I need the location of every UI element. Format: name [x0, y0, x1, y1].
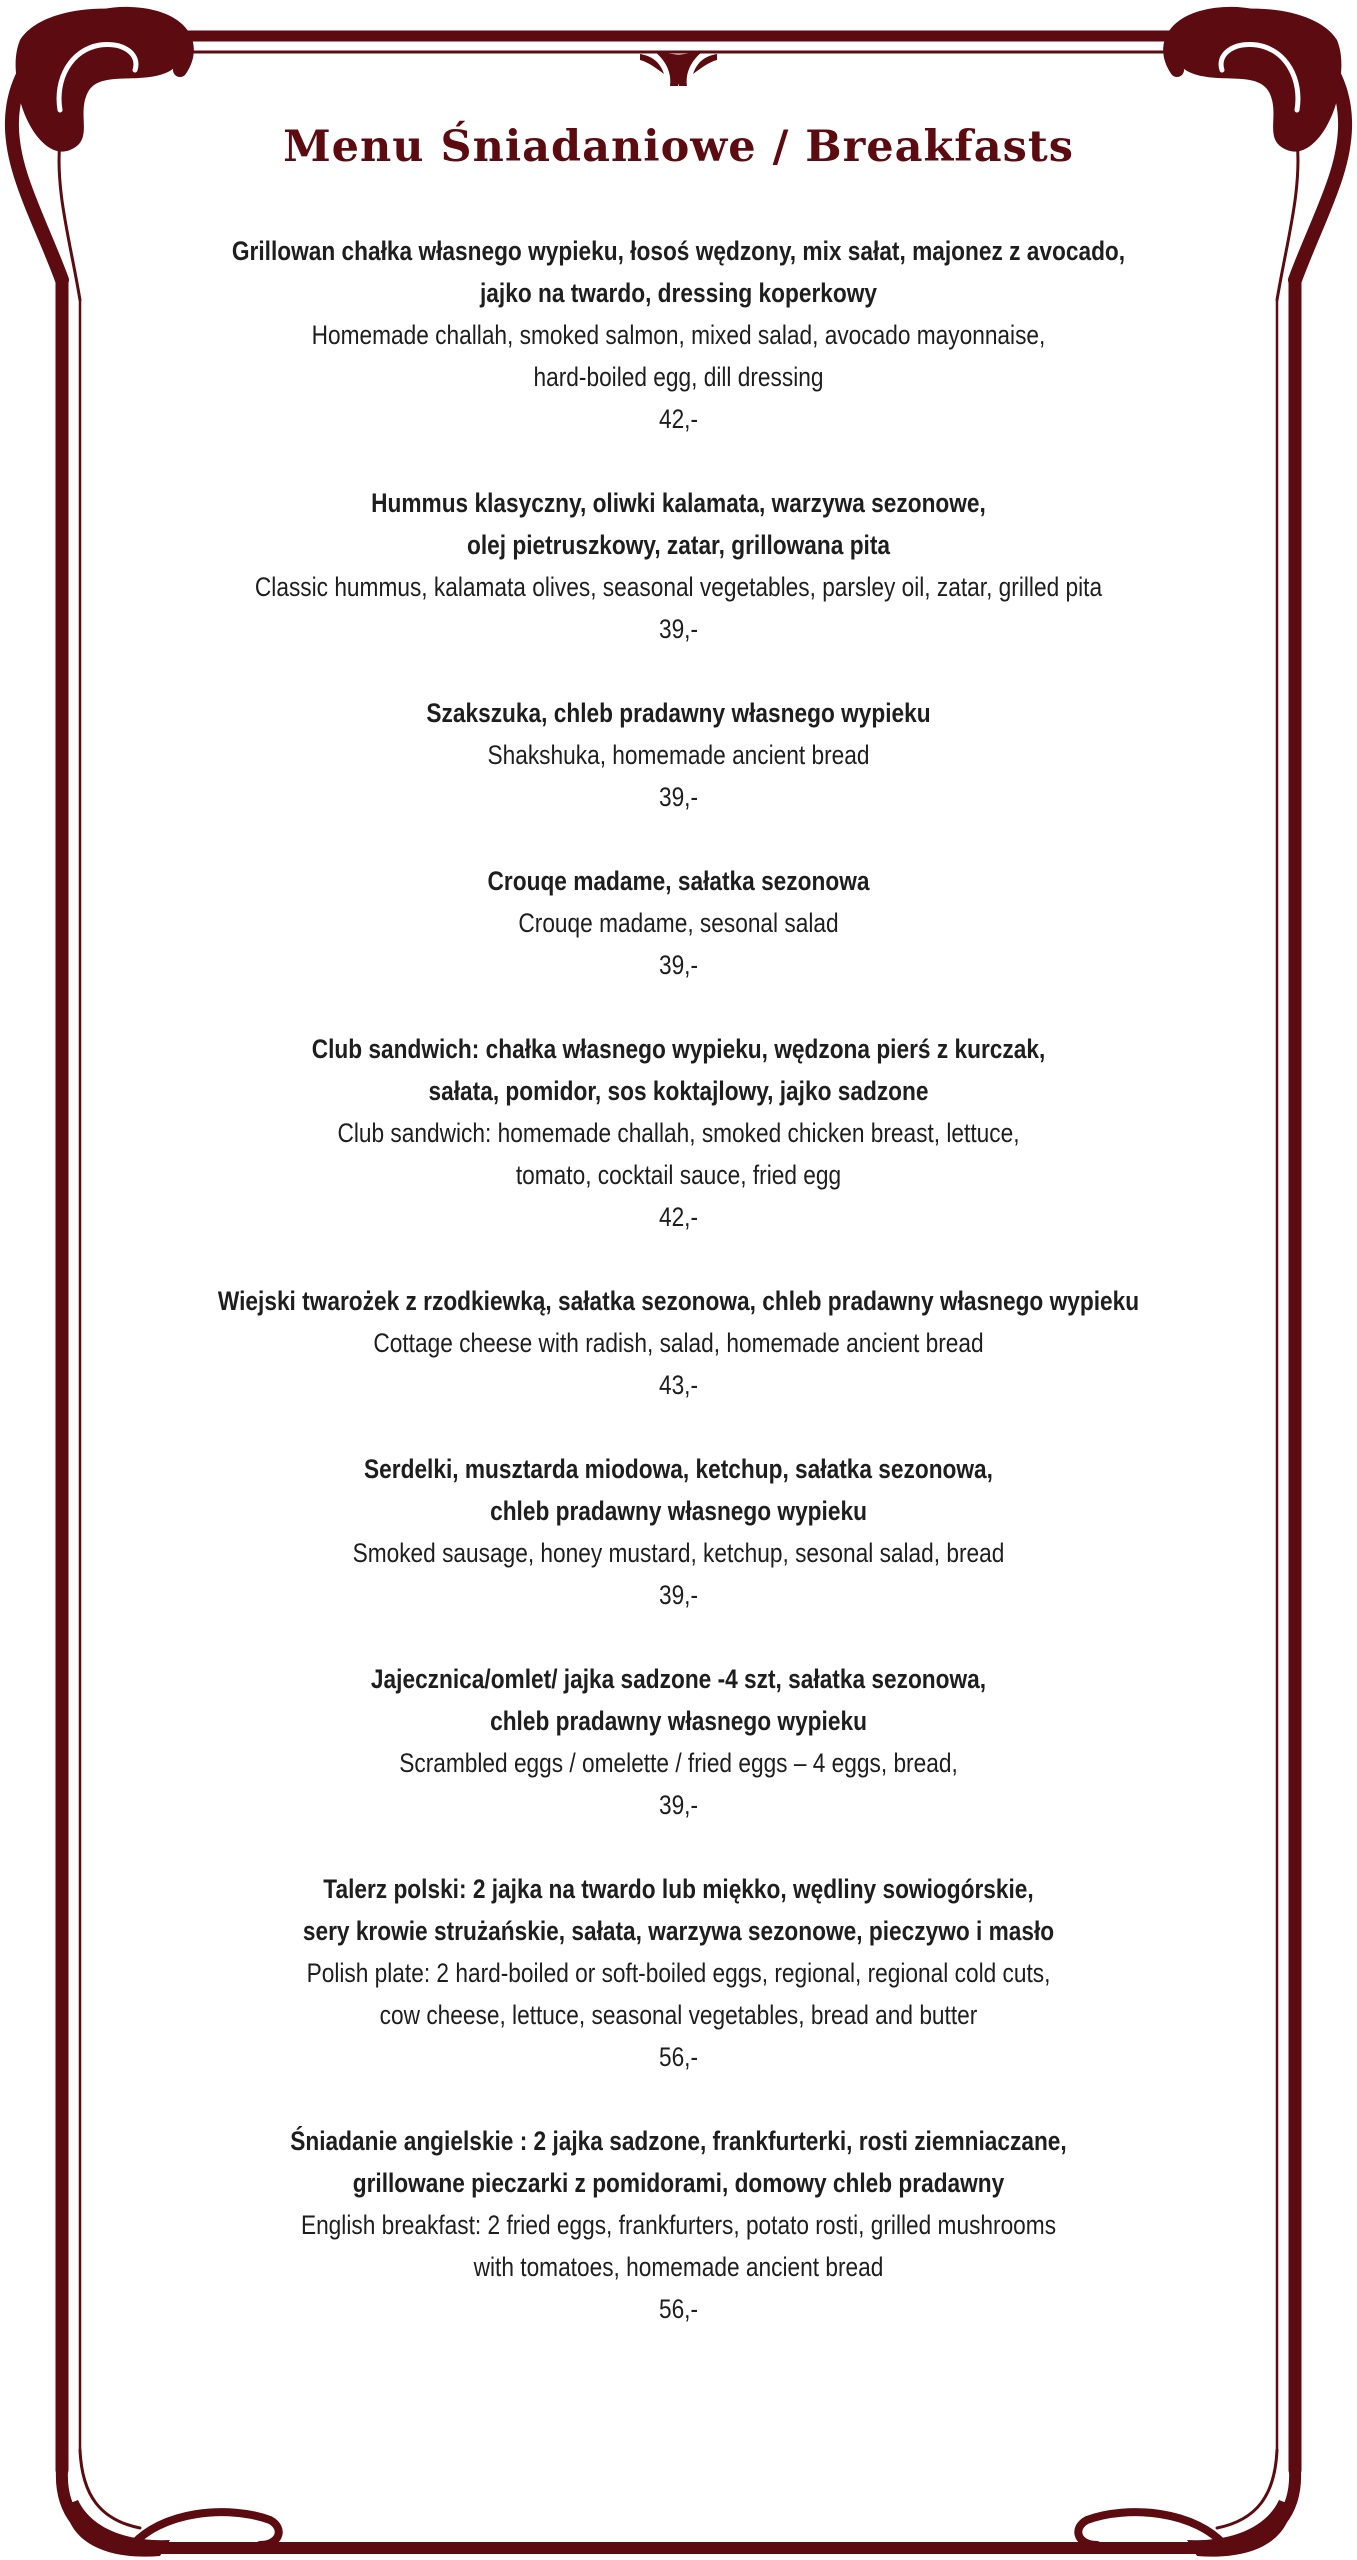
item-name-en: Classic hummus, kalamata olives, seasonal vegetables, parsley oil, zatar, grilled pita: [254, 572, 1103, 602]
item-price: 56,-: [658, 2042, 699, 2072]
item-name-en: Crouqe madame, sesonal salad: [518, 908, 839, 938]
item-name-pl: Grillowan chałka własnego wypieku, łosoś wędzony, mix sałat, majonez z avocado,: [231, 236, 1126, 266]
item-name-pl: chleb pradawny własnego wypieku: [490, 1496, 867, 1526]
menu-items: [100, 230, 1257, 2372]
item-name-en: English breakfast: 2 fried eggs, frankfurters, potato rosti, grilled mushrooms: [300, 2210, 1057, 2240]
item-price: 39,-: [658, 782, 699, 812]
menu-item-polish-plate: [100, 1868, 1257, 2078]
item-name-en: Scrambled eggs / omelette / fried eggs – 4 eggs, bread,: [399, 1748, 958, 1778]
item-name-en: tomato, cocktail sauce, fried egg: [515, 1160, 842, 1190]
item-name-en: with tomatoes, homemade ancient bread: [473, 2252, 884, 2282]
menu-title: Menu Śniadaniowe / Breakfasts: [283, 122, 1074, 172]
item-name-en: hard-boiled egg, dill dressing: [533, 362, 824, 392]
item-name-pl: Szakszuka, chleb pradawny własnego wypieku: [426, 698, 931, 728]
item-name-pl: Crouqe madame, sałatka sezonowa: [487, 866, 870, 896]
item-name-pl: Talerz polski: 2 jajka na twardo lub miękko, wędliny sowiogórskie,: [323, 1874, 1034, 1904]
item-name-pl: Śniadanie angielskie : 2 jajka sadzone, frankfurterki, rosti ziemniaczane,: [290, 2126, 1067, 2156]
item-name-pl: Jajecznica/omlet/ jajka sadzone -4 szt, sałatka sezonowa,: [370, 1664, 987, 1694]
item-name-pl: jajko na twardo, dressing koperkowy: [479, 278, 878, 308]
item-price: 39,-: [658, 614, 699, 644]
item-name-en: Club sandwich: homemade challah, smoked chicken breast, lettuce,: [337, 1118, 1020, 1148]
menu-item-english-breakfast: [100, 2120, 1257, 2330]
menu-item-shakshuka: [100, 692, 1257, 818]
menu-item-salmon-challah: [100, 230, 1257, 440]
item-price: 39,-: [658, 950, 699, 980]
item-name-pl: Serdelki, musztarda miodowa, ketchup, sałatka sezonowa,: [364, 1454, 993, 1484]
menu-item-eggs: [100, 1658, 1257, 1826]
menu-item-cottage-cheese: [100, 1280, 1257, 1406]
item-name-en: cow cheese, lettuce, seasonal vegetables, bread and butter: [379, 2000, 978, 2030]
item-name-en: Shakshuka, homemade ancient bread: [487, 740, 870, 770]
item-price: 42,-: [658, 404, 699, 434]
item-name-pl: sery krowie strużańskie, sałata, warzywa sezonowe, pieczywo i masło: [302, 1916, 1055, 1946]
item-name-en: Polish plate: 2 hard-boiled or soft-boiled eggs, regional, regional cold cuts,: [306, 1958, 1051, 1988]
item-price: 42,-: [658, 1202, 699, 1232]
item-price: 39,-: [658, 1790, 699, 1820]
item-name-pl: chleb pradawny własnego wypieku: [490, 1706, 867, 1736]
item-price: 56,-: [658, 2294, 699, 2324]
item-price: 43,-: [658, 1370, 699, 1400]
item-name-en: Homemade challah, smoked salmon, mixed salad, avocado mayonnaise,: [311, 320, 1046, 350]
menu-item-club-sandwich: [100, 1028, 1257, 1238]
item-name-en: Smoked sausage, honey mustard, ketchup, sesonal salad, bread: [352, 1538, 1005, 1568]
item-name-en: Cottage cheese with radish, salad, homemade ancient bread: [373, 1328, 984, 1358]
menu-item-hummus: [100, 482, 1257, 650]
item-name-pl: grillowane pieczarki z pomidorami, domowy chleb pradawny: [352, 2168, 1005, 2198]
menu-item-sausages: [100, 1448, 1257, 1616]
item-name-pl: sałata, pomidor, sos koktajlowy, jajko sadzone: [428, 1076, 929, 1106]
menu-item-croque-madame: [100, 860, 1257, 986]
item-name-pl: Club sandwich: chałka własnego wypieku, wędzona pierś z kurczak,: [311, 1034, 1046, 1064]
item-name-pl: olej pietruszkowy, zatar, grillowana pita: [466, 530, 891, 560]
item-name-pl: Wiejski twarożek z rzodkiewką, sałatka sezonowa, chleb pradawny własnego wypieku: [217, 1286, 1140, 1316]
item-price: 39,-: [658, 1580, 699, 1610]
item-name-pl: Hummus klasyczny, oliwki kalamata, warzywa sezonowe,: [371, 488, 986, 518]
